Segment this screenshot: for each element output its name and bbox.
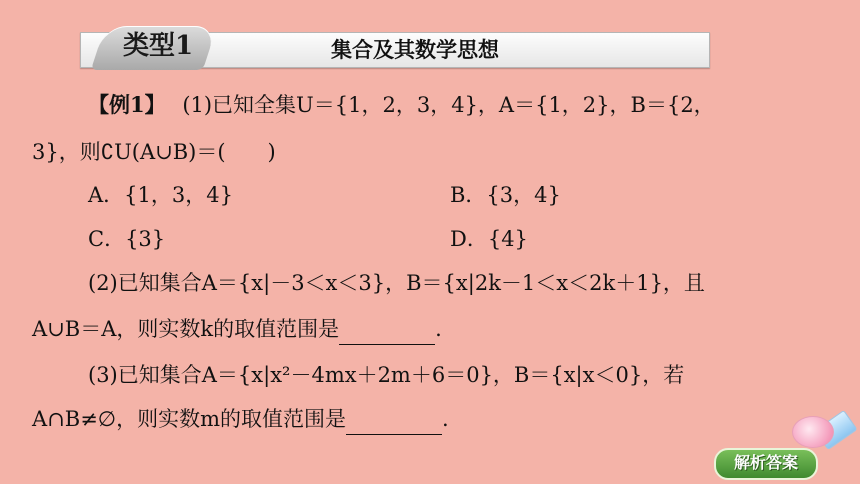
show-answer-button[interactable]: 解析答案 [714, 448, 818, 480]
question-2-line-2 [32, 314, 442, 345]
question-3-line-2 [32, 404, 449, 435]
question-3-line-1: (3)已知集合A＝{x|x²－4mx＋2m＋6＝0}，B＝{x|x＜0}，若 [88, 363, 685, 387]
example-line-1 [88, 90, 715, 120]
question-2-line-1: (2)已知集合A＝{x|－3＜x＜3}，B＝{x|2k－1＜x＜2k＋1}，且 [88, 271, 705, 295]
question-2-text: A∪B＝A，则实数k的取值范围是 [32, 317, 340, 341]
section-title: 集合及其数学思想 [331, 38, 499, 62]
decoration-bubble-icon [792, 416, 834, 448]
question-1-line-2: 3}，则∁U(A∪B)＝( ) [32, 140, 276, 164]
example-tag: 【例1】 [88, 92, 166, 117]
question-3-text: A∩B≠∅，则实数m的取值范围是 [32, 407, 346, 431]
option-d: D．{4} [450, 227, 528, 251]
answer-blank [339, 314, 435, 345]
option-a: A．{1，3，4} [88, 183, 233, 207]
option-b: B．{3，4} [450, 183, 561, 207]
section-tab-label: 类型1 [122, 31, 194, 61]
option-c: C．{3} [88, 227, 166, 251]
period: . [442, 407, 449, 431]
answer-blank [346, 404, 442, 435]
question-1-line-1: (1)已知全集U＝{1，2，3，4}，A＝{1，2}，B＝{2， [182, 93, 715, 117]
period: . [435, 317, 442, 341]
